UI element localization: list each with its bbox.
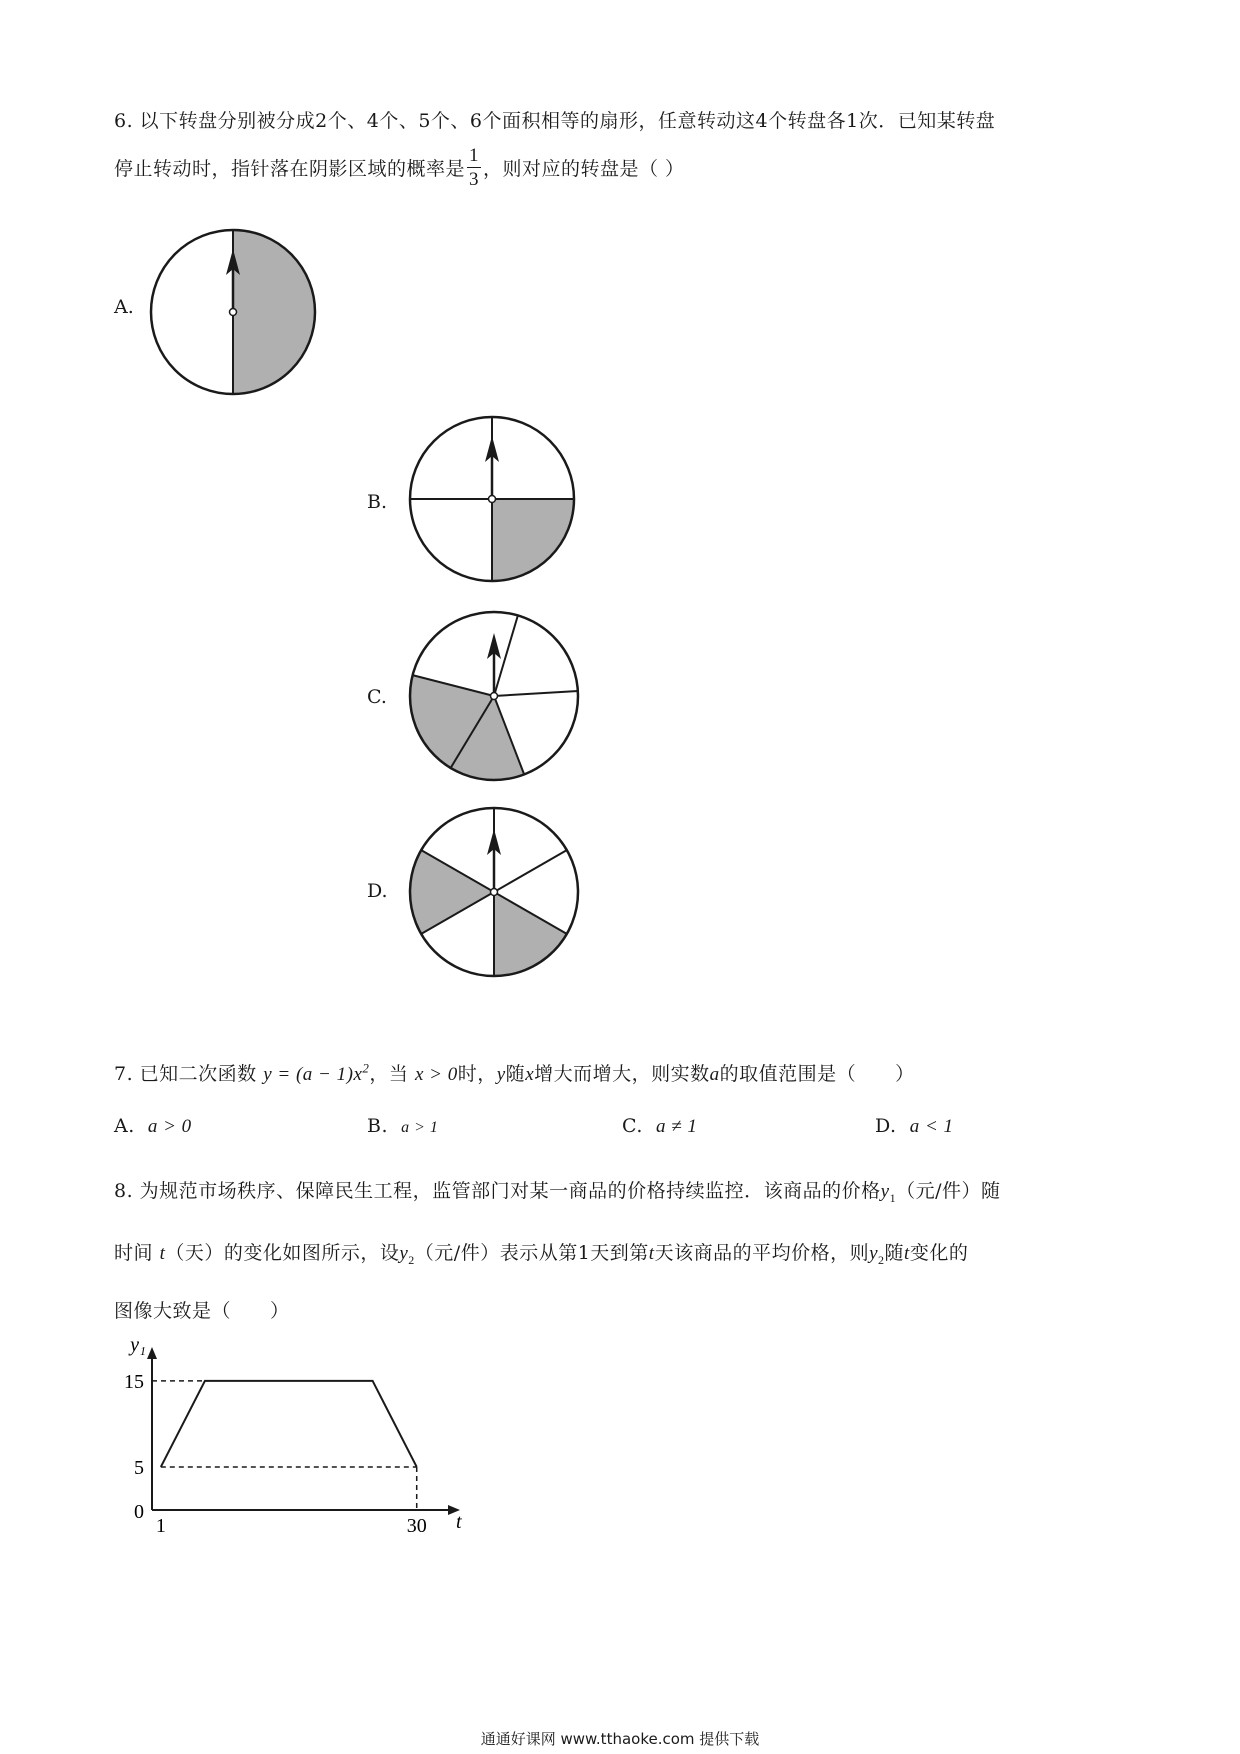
- spinner-b: [407, 414, 577, 584]
- y-tick-5: 5: [134, 1456, 144, 1479]
- q7-option-c-label: C.: [622, 1115, 643, 1137]
- q8-line2-c: （元/件）表示从第1天到第: [414, 1242, 649, 1264]
- q8-line2-var2: y: [869, 1243, 879, 1264]
- spinner-d-pivot: [491, 889, 498, 896]
- q8-line2-f: 变化的: [909, 1242, 969, 1264]
- q6-option-b-label: B.: [367, 491, 388, 513]
- q8-line2-e: 随: [884, 1242, 905, 1264]
- q6-option-c-label: C.: [367, 686, 387, 708]
- q8-line1-var: y: [880, 1181, 890, 1202]
- q7-var-a: a: [709, 1064, 720, 1085]
- q8-line2: [114, 1238, 968, 1268]
- q8-line2-sub2: 2: [878, 1252, 885, 1267]
- dashed-guides: [152, 1381, 417, 1510]
- fraction-numerator: 1: [469, 145, 480, 166]
- q8-line2-b: （天）的变化如图所示，设: [165, 1242, 400, 1264]
- q7-stem-f: 的取值范围是（ ）: [719, 1063, 915, 1085]
- q8-line1: [114, 1176, 1001, 1206]
- footer-text: 通通好课网 www.tthaoke.com 提供下载: [480, 1730, 760, 1748]
- q7-option-a: [114, 1115, 192, 1138]
- spinner-d-shaded-sector-1: [410, 850, 494, 934]
- x-tick-1: 1: [155, 1515, 166, 1537]
- q7-function-exponent: 2: [362, 1060, 370, 1076]
- q8-line2-d: 天该商品的平均价格，则: [654, 1242, 870, 1264]
- q7-option-a-label: A.: [114, 1115, 135, 1137]
- q8-line2-sub: 2: [408, 1252, 415, 1267]
- q8-line2-t2: t: [648, 1243, 655, 1264]
- spinner-a-pivot: [230, 309, 237, 316]
- q6-stem-line2-prefix: 停止转动时，指针落在阴影区域的概率是: [114, 158, 466, 180]
- spinner-c-pivot: [491, 693, 498, 700]
- q7-option-a-value: a > 0: [147, 1116, 192, 1137]
- y-tick-15: 15: [124, 1370, 144, 1393]
- q7-stem: [114, 1059, 915, 1086]
- q7-option-c: [622, 1115, 697, 1138]
- q6-stem-line2-suffix: ，则对应的转盘是（ ）: [483, 158, 685, 180]
- q6-option-d-label: D.: [367, 880, 388, 902]
- x-tick-30: 30: [406, 1515, 427, 1537]
- q8-line3: 图像大致是（ ）: [114, 1300, 290, 1322]
- q6-option-a-label: A.: [114, 296, 134, 318]
- spinner-d: [407, 805, 581, 979]
- q8-line2-var: y: [399, 1243, 409, 1264]
- q7-option-d: [875, 1115, 954, 1138]
- q7-option-c-value: a ≠ 1: [656, 1116, 698, 1137]
- q8-line2-t: t: [159, 1243, 166, 1264]
- q7-stem-e: 增大而增大，则实数: [534, 1063, 710, 1085]
- fraction-denominator: 3: [469, 169, 480, 190]
- q8-line1-sub: 1: [889, 1190, 897, 1205]
- q8-line1-b: （元/件）随: [896, 1180, 1001, 1202]
- q7-var-y: y: [496, 1064, 506, 1085]
- spinner-a-shaded-sector: [233, 230, 315, 394]
- q7-option-d-value: a < 1: [909, 1116, 954, 1137]
- series-line: [161, 1381, 417, 1467]
- y-axis-arrow: [147, 1347, 157, 1359]
- q8-line1-a: 8. 为规范市场秩序、保障民生工程，监管部门对某一商品的价格持续监控．该商品的价格: [114, 1180, 881, 1202]
- spinner-d-shaded-sector-2: [494, 892, 567, 976]
- spinner-a: [148, 227, 318, 397]
- origin-label: 0: [134, 1501, 144, 1523]
- q7-condition: x > 0: [414, 1064, 458, 1085]
- x-axis-label: t: [456, 1511, 462, 1533]
- q7-stem-d: 随: [505, 1063, 526, 1085]
- q6-stem-line1: 6. 以下转盘分别被分成2个、4个、5个、6个面积相等的扇形，任意转动这4个转盘各1次．已知某转盘: [114, 110, 996, 132]
- q7-option-d-label: D.: [875, 1115, 897, 1137]
- q6-stem-line2: [114, 146, 685, 189]
- spinner-b-pivot: [489, 496, 496, 503]
- q7-option-b-label: B.: [367, 1115, 389, 1137]
- spinner-c-spoke-2: [494, 691, 578, 696]
- q7-var-x: x: [525, 1064, 535, 1085]
- spinner-c: [407, 609, 581, 783]
- q7-function-expr: y = (a − 1)x: [263, 1064, 363, 1085]
- q7-stem-c: 时，: [457, 1063, 497, 1085]
- q7-option-b-value: a > 1: [401, 1119, 439, 1136]
- q7-option-b: [367, 1115, 438, 1137]
- y-axis-label: y₁: [130, 1340, 146, 1356]
- q8-line2-a: 时间: [114, 1242, 154, 1264]
- price-time-chart: [108, 1340, 488, 1540]
- q7-stem-b: ，当: [369, 1063, 409, 1085]
- q7-function: [263, 1060, 370, 1085]
- probability-fraction: [467, 146, 481, 189]
- q8-line2-t3: t: [904, 1243, 910, 1264]
- q7-stem-a: 7. 已知二次函数: [114, 1063, 257, 1085]
